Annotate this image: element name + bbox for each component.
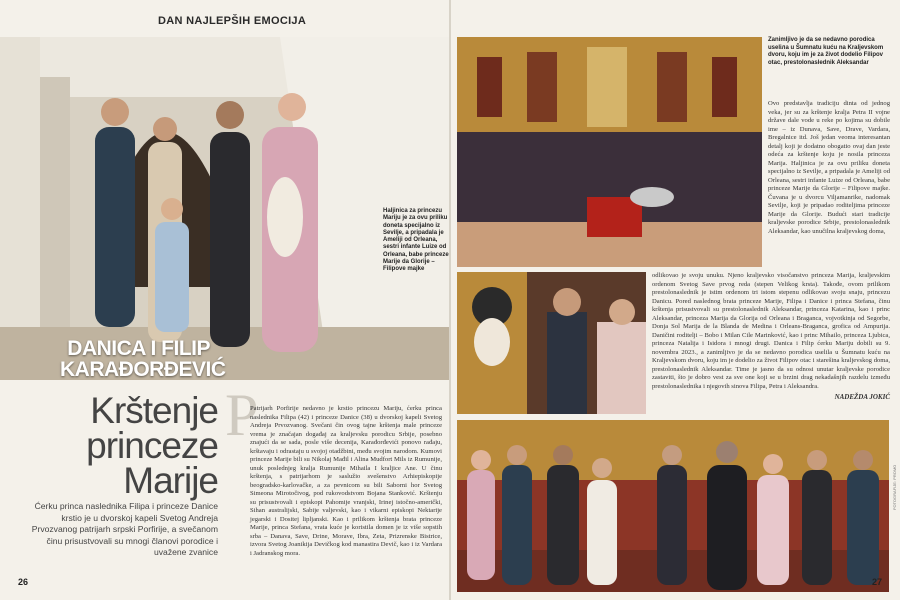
family-portrait-photo (0, 37, 449, 380)
drop-cap: P (225, 382, 259, 448)
photo-credit: FOTOGRAFIJE: PROMO (892, 464, 897, 510)
couple-name-overlay: DANICA I FILIP KARAĐORĐEVIĆ (60, 337, 226, 381)
patriarch-baptism-photo (457, 272, 646, 414)
article-author: NADEŽDA JOKIĆ (834, 393, 890, 401)
body-text-right-top: Ovo predstavlja tradiciju dinta od jednog veka, jer su za krštenje kralja Petra II vojne države dale vode u reke po kojima su dobile ime – iz Dunava, Save, Drave, Vardara, Bregalnice itd. Još jedan veoma interesantan detalj koji je dodatno obogatio ovaj dan jeste odeća za krštenje koju je nosila princeza Marija. Haljinica je za ovu priliku doneta specijalno iz Sevilje, a pripadala je Ameliji od Orleana, sestri infante Luize od Orleana, babe princeze Marije da Glorije – Filipove majke. Čuvana je u dvorcu Viljamanrike, nadomak Sevilje, koji je pripadao roditeljima princeze Marije da Glorije. Budući stari tradicije kraljevske porodice Srbije, prestolonaslednik Aleksandar, kao unučilna kraljevskog doma, (768, 100, 890, 235)
article-headline: Krštenje princeze Marije (86, 390, 218, 501)
page-number-right: 27 (872, 577, 883, 587)
chapel-group-photo (457, 37, 762, 267)
photo-caption-dress: Haljinica za princezu Mariju je za ovu priliku doneta specijalno iz Sevilje, a pripadala je Ameliji od Orleana, sestri infante Luize od Orleana, babe princeze Marije da Glorije – Filipove majke (383, 208, 449, 273)
family-group-photo (457, 420, 889, 592)
page-number-left: 26 (18, 577, 29, 587)
spread-gutter (449, 0, 451, 600)
section-label: DAN NAJLEPŠIH EMOCIJA (158, 15, 307, 27)
body-text-right-bottom (652, 272, 890, 402)
photo-caption-residence: Zanimljivo je da se nedavno porodica useliла u Šumnatu kuću na Kraljevskom dvoru, koju im je za život dodelio Filipov otac, prestolonaslednik Aleksandar (768, 37, 884, 66)
body-text-right-bottom-content: odlikovao je svoju unuku. Njeno kraljevsko visočanstvo princeza Marija, kraljevskim ordenom Svetog Save prvog reda (stepen Velikog krsta). Takođe, ovom prilikom prestolonaslednik je istim ordenom tri istom stepenu odlikovao svoju snaju, princezu Danicu. Pored naslednog brata princeze Marije, Filipa i Danice i princa Stefana, činu krštenja prisustvovali su prestolonaslednik Aleksandar, princeza Katarina, kao i princ Aleksandar, princeza Marija da Glorija od Orleana i Braganca, vojvotkinja od Segorbe, Donja Sol Marija de la Blanda de Medina i Orleans-Braganca, grofica od Ampurija. Daničini roditelji – Bobo i Milan Cile Marinković, kao i princ Mihailo, princeza Ljubica, princeza Natalija i Isidora i mnogi drugi. Danica i Filip ćerku Mariju dobili su 9. novembra 2023., a zanimljivo je da se nedavno porodica uselila u Šumnatu kuću na Kraljevskom dvoru, koju im je dodelio za život Filipov otac i starešina kraljevskog doma, prestolonaslednik Aleksandar. Time je jasno da su odnosi unutar kraljevske porodice zastaviti, što je dobro vest za sve one koji se u brzini drag nekadašnjih razdelu između prestolonaslednika i njegovih sinova Filipa, Petra i Aleksandra. (652, 272, 890, 390)
body-text-left: Patrijarh Porfirije nedavno je krstio princezu Mariju, ćerku princa naslednika Filipa (42) i princeze Danice (38) u dvorskoj kapeli Svetog Andreja Prvozvanog. Svečani čin ovog tajne krštenja male princeze vrema je značajan događaj za kraljevsku porodicu Srbije, posebno znajući da se sada, posle više decenija, Karađorđevići ponovo rađaju, krštavaju i odrastaju u svojoj otadžbini, među svojim narodom. Kumovi princeze Marije bili su Nikolaj Mađil i Alina Mudfort Mils iz Rumunije, unuk poslednjeg kralja Rumunije Mihaila I kraljice Ane. U činu krštenja, s patrijarhom je saslužio svešenstvo Arhiepiskopije beogradsko-karlovačke, a za pevnicom su bili Saborni hor Svetog Simeona Mirotočivog, pod rukovodstvom Bojana Stanković. Krštenju su prisustvovali i episkopi Pahomije vranjski, Irinej istočno-američki, Sihan australijski, Sabije valjevski, kao i vikarni episkopi Nektarije jegarski i Dositej lipljanski. Kao i prilikom krštenja brata princeze Marije, princa Stefana, vrata kuće je koristila domen je iz više sopstih srba – Danava, Save, Drine, Morave, Ibra, Zeta, Prizrenske Bistrice, izvora Svetog Joanikija Devičkog kod manastira Devič, kao i iz Vardara i Jadranskog mora. (250, 405, 442, 557)
article-lead: Ćerku princa naslednika Filipa i princeze Danice krstio je u dvorskoj kapeli Svetog Andreja Prvozvanog patrijarh srpski Porfirije, a svečanom činu prisustvovali su mnogi članovi porodice i uvažene zvanice (31, 501, 218, 557)
